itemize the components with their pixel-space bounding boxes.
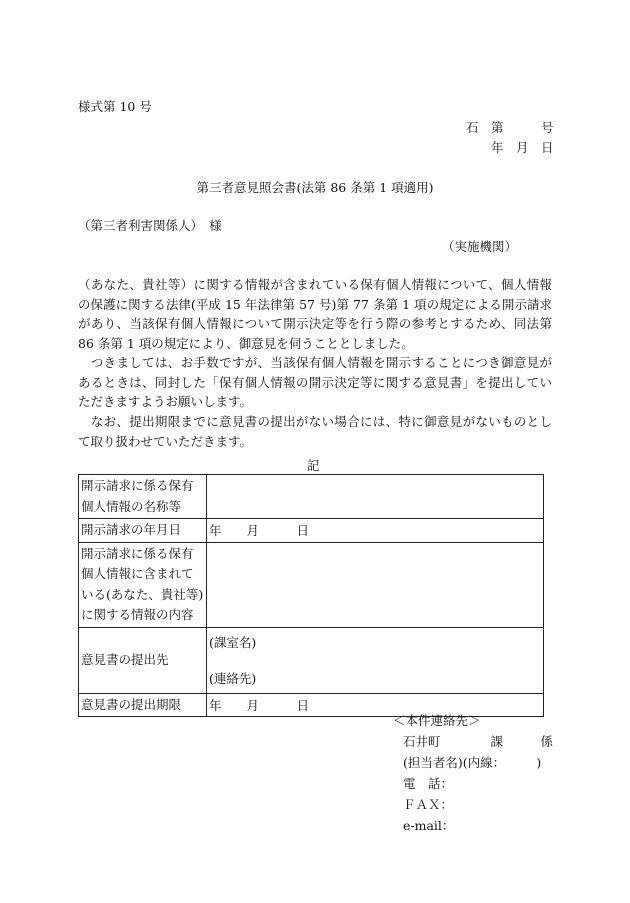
body-paragraph-3: なお、提出期限までに意見書の提出がない場合には、特に御意見がないものとして取り扱わせていただきます。	[78, 414, 552, 449]
table-value	[207, 475, 544, 519]
sender: （実施機関）	[442, 239, 518, 254]
table-value	[207, 542, 544, 627]
table-row	[79, 542, 544, 627]
body-paragraph-2: つきましては、お手数ですが、当該保有個人情報を開示することにつき御意見があるときは、同封した「保有個人情報の開示決定等に関する意見書」を提出していただきますようお願いします。	[78, 355, 552, 409]
info-table	[78, 474, 544, 717]
contact-header: ＜本件連絡先＞	[393, 713, 481, 728]
contact-fax: ＦＡＸ：	[403, 797, 454, 812]
table-label: 開示請求に係る保有個人情報に含まれている(あなた、貴社等)に関する情報の内容	[79, 542, 207, 627]
body-paragraph-1: （あなた、貴社等）に関する情報が含まれている保有個人情報について、個人情報の保護に関する法律(平成 15 年法律第 57 号)第 77 条第 1 項の規定による開示請求があり、当該保有個人情報について開示決定等を行う際の参考とするため、同法第 86 条第 1 項の規定により、御意見を伺うこととしました。	[78, 277, 552, 351]
addressee: （第三者利害関係人） 様	[78, 218, 222, 233]
contact-email: e-mail：	[403, 818, 455, 833]
contact-info-label: (連絡先)	[209, 671, 257, 686]
table-value: 年 月 日	[207, 519, 544, 543]
table-label: 開示請求に係る保有個人情報の名称等	[79, 475, 207, 519]
contact-person: (担当者名)(内線： )	[403, 755, 542, 770]
ki-label: 記	[307, 458, 320, 473]
document-date: 年 月 日	[491, 140, 554, 155]
table-value: 年 月 日	[207, 693, 544, 717]
table-value	[207, 627, 544, 693]
contact-block	[393, 710, 554, 836]
department-name-label: (課室名)	[209, 635, 257, 650]
table-label: 開示請求の年月日	[79, 519, 207, 543]
table-row	[79, 627, 544, 693]
table-label: 意見書の提出期限	[79, 693, 207, 717]
table-row	[79, 475, 544, 519]
table-row	[79, 519, 544, 543]
document-number: 石 第 号	[466, 120, 554, 135]
contact-department: 石井町 課 係	[403, 734, 554, 749]
contact-tel: 電 話：	[403, 776, 454, 791]
form-number: 様式第 10 号	[78, 99, 152, 114]
table-label: 意見書の提出先	[79, 627, 207, 693]
document-title: 第三者意見照会書(法第 86 条第 1 項適用)	[196, 180, 434, 195]
